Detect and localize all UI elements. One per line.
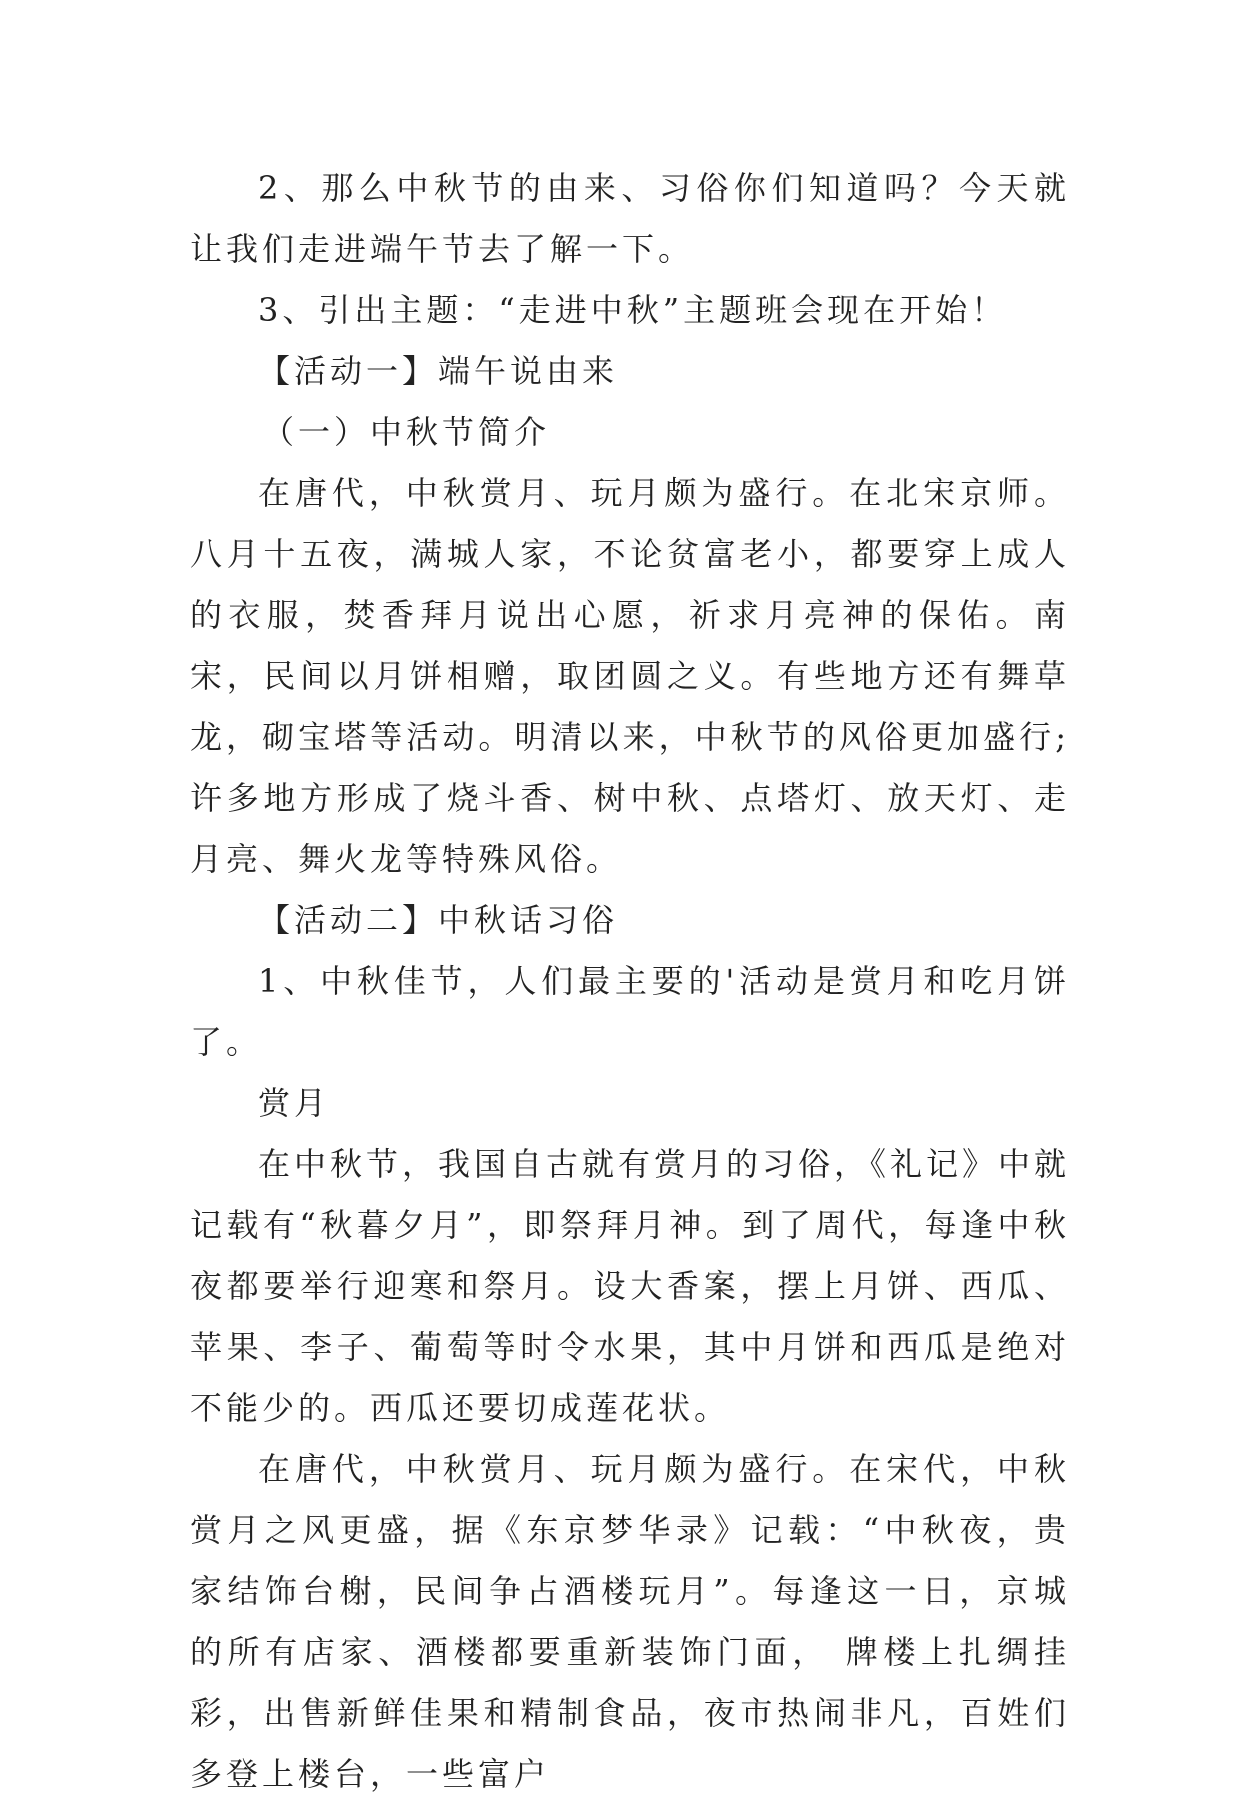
subheading-festival-intro: （一）中秋节简介 <box>262 413 551 451</box>
heading-moon-viewing: 赏月 <box>258 1084 331 1122</box>
paragraph-customs-1: 1、中秋佳节，人们最主要的'活动是赏月和吃月饼了。 <box>190 962 1070 1061</box>
paragraph-moon-viewing-history: 在中秋节，我国自古就有赏月的习俗，《礼记》中就记载有“秋暮夕月”，即祭拜月神。到了周代，每逢中秋夜都要举行迎寒和祭月。设大香案，摆上月饼、西瓜、苹果、李子、葡萄等时令水果，其中月饼和西瓜是绝对不能少的。西瓜还要切成莲花状。 <box>190 1145 1071 1427</box>
paragraph-history: 在唐代，中秋赏月、玩月颇为盛行。在北宋京师。八月十五夜，满城人家，不论贫富老小，都要穿上成人的衣服，焚香拜月说出心愿，祈求月亮神的保佑。南宋，民间以月饼相赠，取团圆之义。有些地方还有舞草龙，砌宝塔等活动。明清以来，中秋节的风俗更加盛行;许多地方形成了烧斗香、树中秋、点塔灯、放天灯、走月亮、舞火龙等特殊风俗。 <box>190 474 1070 878</box>
paragraph-tang-song: 在唐代，中秋赏月、玩月颇为盛行。在宋代，中秋赏月之风更盛，据《东京梦华录》记载：“中秋夜，贵家结饰台榭，民间争占酒楼玩月”。每逢这一日，京城的所有店家、酒楼都要重新装饰门面， 牌楼上扎绸挂彩，出售新鲜佳果和精制食品，夜市热闹非凡，百姓们多登上楼台，一些富户 <box>190 1450 1070 1793</box>
document-body <box>190 158 1070 1805</box>
paragraph-intro-2: 2、那么中秋节的由来、习俗你们知道吗？今天就让我们走进端午节去了解一下。 <box>190 169 1070 268</box>
heading-activity-1: 【活动一】端午说由来 <box>258 352 619 390</box>
heading-activity-2: 【活动二】中秋话习俗 <box>258 901 619 939</box>
paragraph-intro-3: 3、引出主题：“走进中秋”主题班会现在开始！ <box>258 291 1008 329</box>
